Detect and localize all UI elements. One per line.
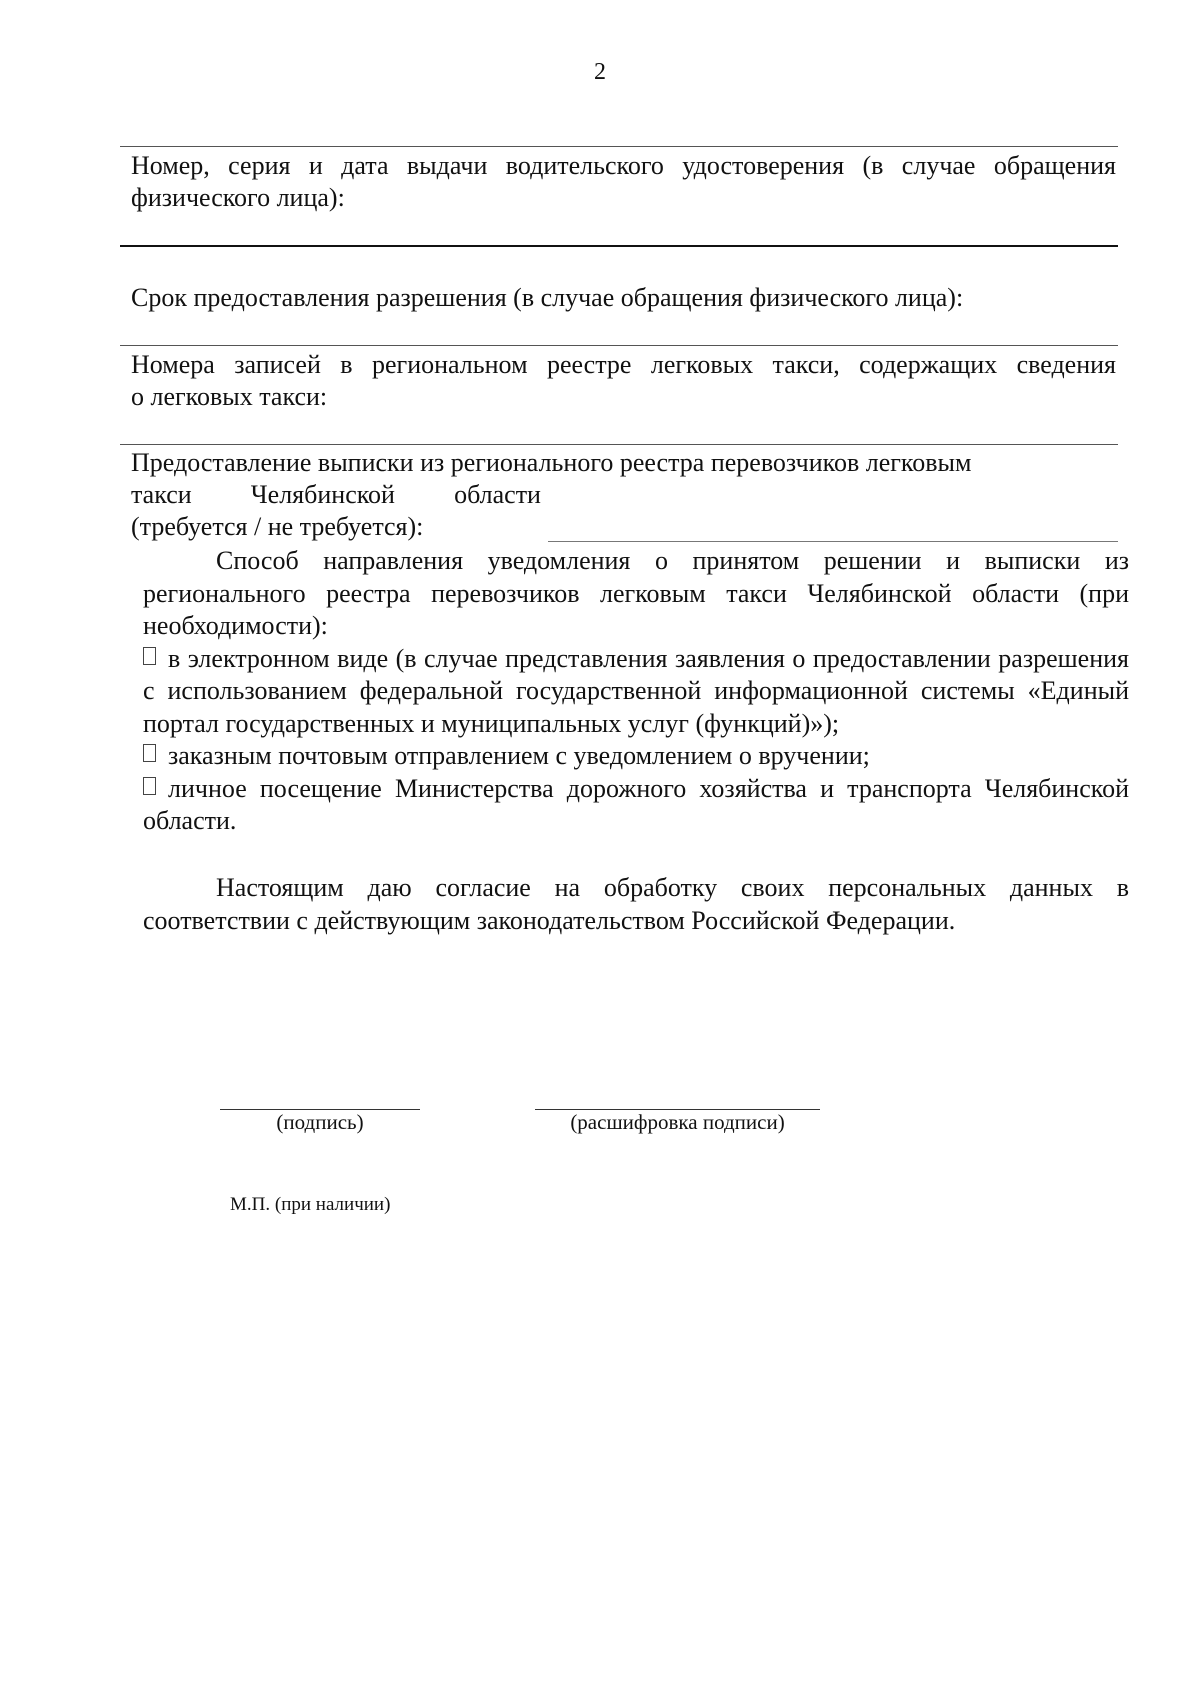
checkbox-mail[interactable]: [143, 744, 156, 762]
extract-field-line-1: Предоставление выписки из регионального реестра перевозчиков легковым: [131, 448, 972, 477]
extract-field-line-3: (требуется / не требуется):: [131, 512, 424, 541]
notification-method-intro: Способ направления уведомления о принятом решении и выписки из регионального реестра перевозчиков легковым такси Челябинской области (при необходимости):: [143, 546, 1129, 640]
signature-decoding-label: (расшифровка подписи): [570, 1110, 785, 1134]
extract-field-label: [131, 447, 1116, 543]
notification-option-electronic: [143, 643, 1129, 741]
notification-option-mail: [143, 740, 1129, 773]
extract-word-2: Челябинской: [250, 480, 395, 509]
extract-word-1: такси: [131, 480, 192, 509]
registry-records-line-1: Номера записей в региональном реестре легковых такси, содержащих сведения: [131, 350, 1116, 379]
permit-term-entry-line[interactable]: [120, 345, 1118, 346]
signature-label: (подпись): [276, 1110, 364, 1134]
notification-option-visit: [143, 773, 1129, 838]
stamp-label: М.П. (при наличии): [230, 1194, 391, 1215]
permit-term-field-label: Срок предоставления разрешения (в случае обращения физического лица):: [131, 283, 964, 312]
registry-records-line-2: о легковых такси:: [131, 382, 328, 411]
extract-field-line-2: [131, 479, 541, 511]
field-top-rule: [120, 146, 1118, 147]
registry-records-entry-line[interactable]: [120, 444, 1118, 445]
checkbox-electronic[interactable]: [143, 647, 156, 665]
notification-method-section: [143, 545, 1129, 838]
license-field-label: [131, 150, 1116, 214]
checkbox-visit[interactable]: [143, 777, 156, 795]
license-field-line-1: Номер, серия и дата выдачи водительского удостоверения (в случае обращения: [131, 151, 1116, 180]
extract-entry-line[interactable]: [548, 541, 1118, 542]
page-number: 2: [594, 59, 606, 85]
option-mail-text: заказным почтовым отправлением с уведомлением о вручении;: [168, 741, 870, 770]
license-field-line-2: физического лица):: [131, 183, 345, 212]
consent-text: Настоящим даю согласие на обработку своих персональных данных в соответствии с действующим законодательством Российской Федерации.: [143, 873, 1129, 935]
extract-word-3: области: [454, 480, 541, 509]
consent-section: [143, 872, 1129, 937]
option-electronic-text: в электронном виде (в случае представления заявления о предоставлении разрешения с использованием федеральной государственной информационной системы «Единый портал государственных и муниципальных услуг (функций)»);: [143, 643, 1129, 738]
license-field-entry-line[interactable]: [120, 245, 1118, 247]
registry-records-field-label: [131, 349, 1116, 413]
option-visit-text: личное посещение Министерства дорожного хозяйства и транспорта Челябинской области.: [143, 773, 1129, 835]
